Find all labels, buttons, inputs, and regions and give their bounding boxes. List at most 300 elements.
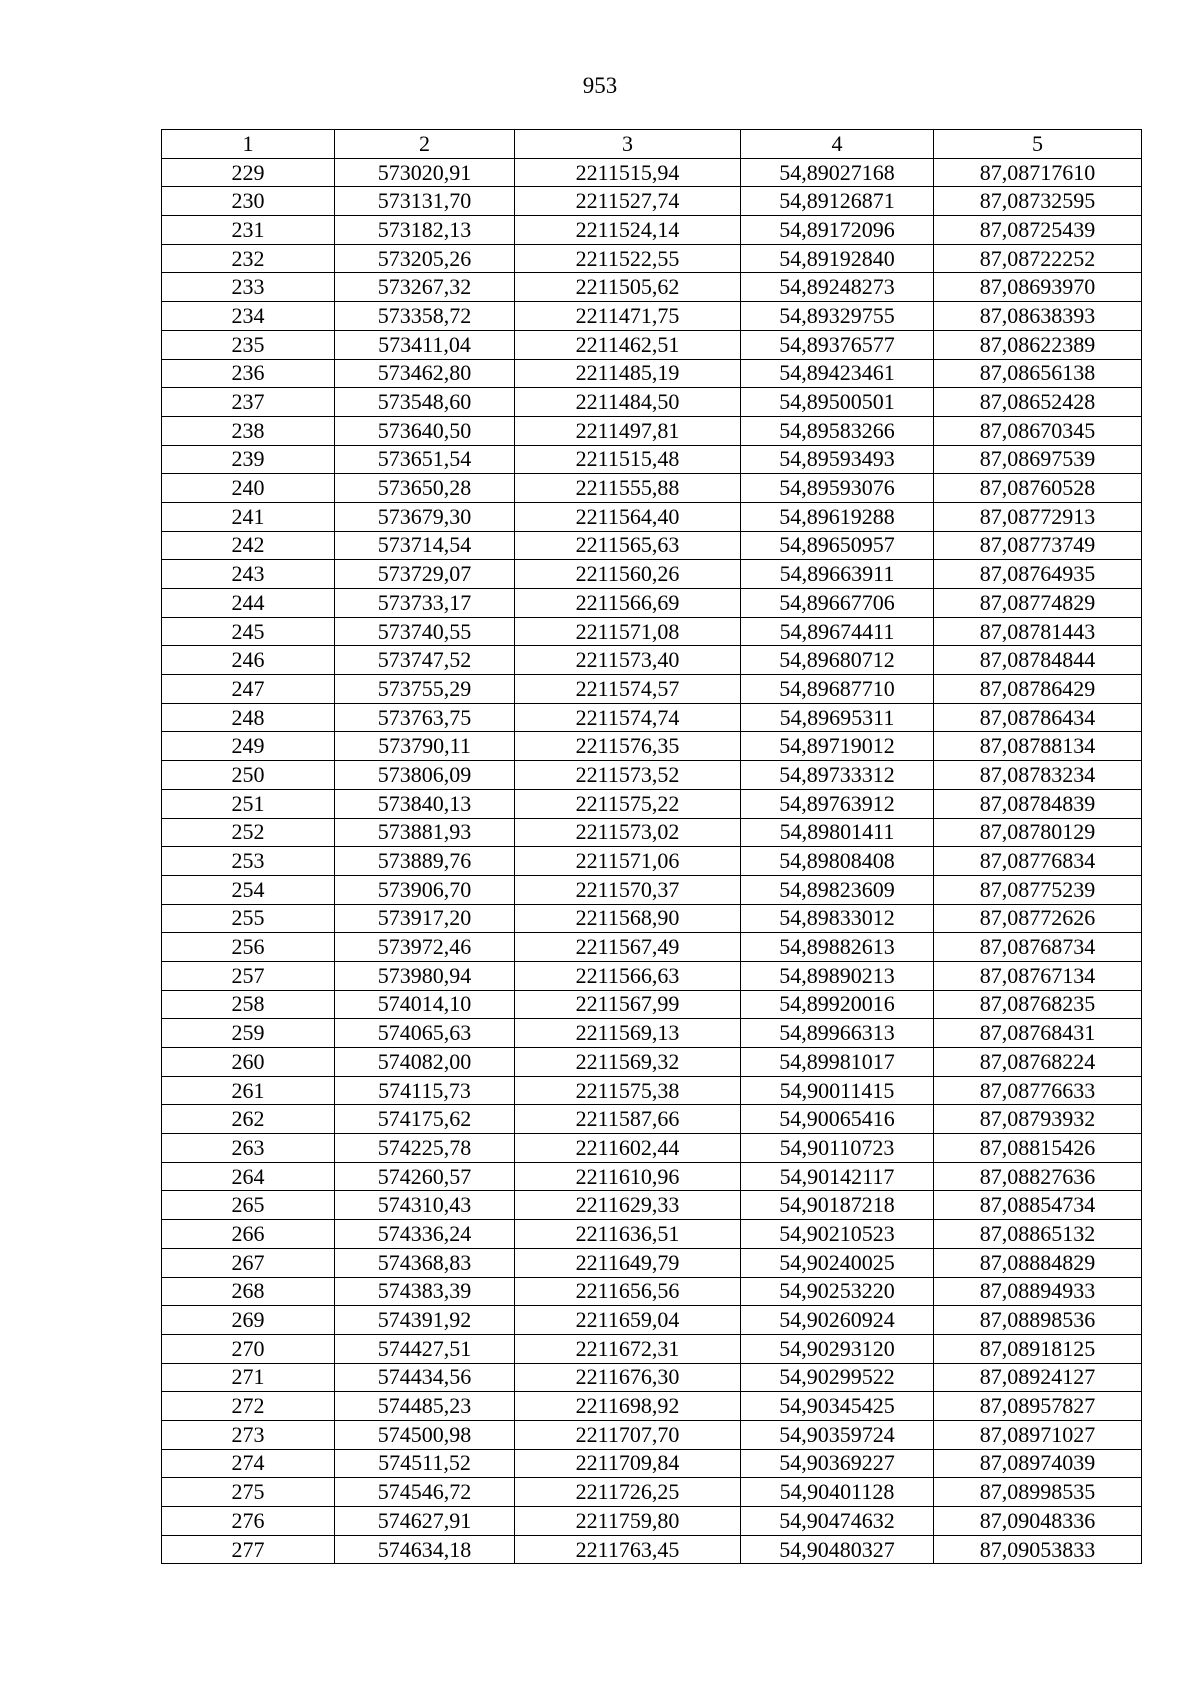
cell-longitude: 87,08697539: [934, 445, 1142, 474]
cell-latitude: 54,90011415: [741, 1076, 934, 1105]
table-row: [162, 502, 1142, 531]
cell-latitude: 54,89833012: [741, 904, 934, 933]
cell-latitude: 54,89733312: [741, 761, 934, 790]
table-row: [162, 1162, 1142, 1191]
table-row: [162, 904, 1142, 933]
cell-longitude: 87,09053833: [934, 1535, 1142, 1564]
cell-x-coordinate: 573267,32: [335, 273, 515, 302]
cell-latitude: 54,89808408: [741, 847, 934, 876]
table-row: [162, 1306, 1142, 1335]
cell-point-number: 247: [162, 675, 335, 704]
cell-latitude: 54,90293120: [741, 1334, 934, 1363]
table-row: [162, 847, 1142, 876]
cell-latitude: 54,90359724: [741, 1420, 934, 1449]
cell-point-number: 267: [162, 1248, 335, 1277]
cell-y-coordinate: 2211566,63: [515, 961, 741, 990]
table-row: [162, 1277, 1142, 1306]
column-header-4: 4: [741, 130, 934, 159]
cell-x-coordinate: 574336,24: [335, 1220, 515, 1249]
table-row: [162, 1334, 1142, 1363]
cell-latitude: 54,89500501: [741, 388, 934, 417]
cell-latitude: 54,89192840: [741, 244, 934, 273]
table-row: [162, 617, 1142, 646]
cell-x-coordinate: 574546,72: [335, 1478, 515, 1507]
table-row: [162, 1019, 1142, 1048]
cell-y-coordinate: 2211568,90: [515, 904, 741, 933]
cell-x-coordinate: 574627,91: [335, 1507, 515, 1536]
cell-longitude: 87,08854734: [934, 1191, 1142, 1220]
cell-longitude: 87,08693970: [934, 273, 1142, 302]
cell-y-coordinate: 2211759,80: [515, 1507, 741, 1536]
cell-point-number: 265: [162, 1191, 335, 1220]
cell-point-number: 261: [162, 1076, 335, 1105]
cell-x-coordinate: 573714,54: [335, 531, 515, 560]
cell-longitude: 87,08764935: [934, 560, 1142, 589]
cell-point-number: 269: [162, 1306, 335, 1335]
cell-latitude: 54,89695311: [741, 703, 934, 732]
cell-longitude: 87,08827636: [934, 1162, 1142, 1191]
cell-longitude: 87,08971027: [934, 1420, 1142, 1449]
cell-point-number: 248: [162, 703, 335, 732]
cell-point-number: 239: [162, 445, 335, 474]
cell-x-coordinate: 573763,75: [335, 703, 515, 732]
cell-latitude: 54,89763912: [741, 789, 934, 818]
cell-longitude: 87,08815426: [934, 1134, 1142, 1163]
cell-point-number: 263: [162, 1134, 335, 1163]
cell-x-coordinate: 574511,52: [335, 1449, 515, 1478]
cell-latitude: 54,89027168: [741, 158, 934, 187]
cell-y-coordinate: 2211672,31: [515, 1334, 741, 1363]
cell-y-coordinate: 2211636,51: [515, 1220, 741, 1249]
cell-y-coordinate: 2211485,19: [515, 359, 741, 388]
cell-longitude: 87,08725439: [934, 216, 1142, 245]
cell-latitude: 54,89650957: [741, 531, 934, 560]
cell-point-number: 236: [162, 359, 335, 388]
cell-y-coordinate: 2211567,99: [515, 990, 741, 1019]
cell-longitude: 87,08783234: [934, 761, 1142, 790]
cell-y-coordinate: 2211569,32: [515, 1048, 741, 1077]
cell-longitude: 87,08774829: [934, 589, 1142, 618]
cell-x-coordinate: 573650,28: [335, 474, 515, 503]
cell-point-number: 237: [162, 388, 335, 417]
cell-longitude: 87,08894933: [934, 1277, 1142, 1306]
cell-latitude: 54,89593076: [741, 474, 934, 503]
table-row: [162, 703, 1142, 732]
cell-longitude: 87,08656138: [934, 359, 1142, 388]
cell-point-number: 277: [162, 1535, 335, 1564]
cell-point-number: 233: [162, 273, 335, 302]
cell-y-coordinate: 2211587,66: [515, 1105, 741, 1134]
cell-x-coordinate: 574368,83: [335, 1248, 515, 1277]
cell-y-coordinate: 2211527,74: [515, 187, 741, 216]
cell-x-coordinate: 574082,00: [335, 1048, 515, 1077]
table-row: [162, 675, 1142, 704]
cell-y-coordinate: 2211565,63: [515, 531, 741, 560]
cell-y-coordinate: 2211462,51: [515, 330, 741, 359]
cell-x-coordinate: 573651,54: [335, 445, 515, 474]
table-row: [162, 1048, 1142, 1077]
cell-y-coordinate: 2211471,75: [515, 302, 741, 331]
table-row: [162, 445, 1142, 474]
cell-point-number: 229: [162, 158, 335, 187]
cell-longitude: 87,08780129: [934, 818, 1142, 847]
cell-y-coordinate: 2211574,74: [515, 703, 741, 732]
cell-latitude: 54,89966313: [741, 1019, 934, 1048]
cell-longitude: 87,08784839: [934, 789, 1142, 818]
cell-y-coordinate: 2211497,81: [515, 416, 741, 445]
cell-longitude: 87,08768431: [934, 1019, 1142, 1048]
cell-x-coordinate: 574500,98: [335, 1420, 515, 1449]
table-row: [162, 158, 1142, 187]
cell-x-coordinate: 574427,51: [335, 1334, 515, 1363]
cell-point-number: 254: [162, 875, 335, 904]
cell-point-number: 257: [162, 961, 335, 990]
cell-point-number: 245: [162, 617, 335, 646]
cell-longitude: 87,08957827: [934, 1392, 1142, 1421]
table-row: [162, 933, 1142, 962]
table-row: [162, 1248, 1142, 1277]
cell-y-coordinate: 2211676,30: [515, 1363, 741, 1392]
page-number: 953: [582, 73, 618, 98]
cell-x-coordinate: 573747,52: [335, 646, 515, 675]
cell-latitude: 54,89823609: [741, 875, 934, 904]
cell-y-coordinate: 2211571,06: [515, 847, 741, 876]
table-row: [162, 1134, 1142, 1163]
table-row: [162, 818, 1142, 847]
table-row: [162, 1191, 1142, 1220]
table-row: [162, 531, 1142, 560]
cell-point-number: 242: [162, 531, 335, 560]
cell-x-coordinate: 573358,72: [335, 302, 515, 331]
table-row: [162, 589, 1142, 618]
cell-longitude: 87,08768224: [934, 1048, 1142, 1077]
cell-longitude: 87,08776834: [934, 847, 1142, 876]
table-row: [162, 359, 1142, 388]
cell-point-number: 230: [162, 187, 335, 216]
cell-y-coordinate: 2211726,25: [515, 1478, 741, 1507]
cell-point-number: 238: [162, 416, 335, 445]
cell-longitude: 87,08767134: [934, 961, 1142, 990]
cell-y-coordinate: 2211505,62: [515, 273, 741, 302]
cell-point-number: 235: [162, 330, 335, 359]
cell-longitude: 87,08884829: [934, 1248, 1142, 1277]
cell-latitude: 54,90260924: [741, 1306, 934, 1335]
cell-longitude: 87,08898536: [934, 1306, 1142, 1335]
table-row: [162, 388, 1142, 417]
cell-point-number: 275: [162, 1478, 335, 1507]
cell-point-number: 249: [162, 732, 335, 761]
cell-y-coordinate: 2211522,55: [515, 244, 741, 273]
cell-point-number: 241: [162, 502, 335, 531]
cell-longitude: 87,08768235: [934, 990, 1142, 1019]
cell-y-coordinate: 2211656,56: [515, 1277, 741, 1306]
cell-y-coordinate: 2211610,96: [515, 1162, 741, 1191]
cell-point-number: 258: [162, 990, 335, 1019]
cell-y-coordinate: 2211570,37: [515, 875, 741, 904]
cell-point-number: 234: [162, 302, 335, 331]
cell-longitude: 87,08670345: [934, 416, 1142, 445]
cell-point-number: 252: [162, 818, 335, 847]
cell-point-number: 231: [162, 216, 335, 245]
cell-x-coordinate: 574434,56: [335, 1363, 515, 1392]
cell-x-coordinate: 574260,57: [335, 1162, 515, 1191]
cell-latitude: 54,89126871: [741, 187, 934, 216]
cell-latitude: 54,90142117: [741, 1162, 934, 1191]
cell-x-coordinate: 574391,92: [335, 1306, 515, 1335]
table-row: [162, 187, 1142, 216]
cell-point-number: 262: [162, 1105, 335, 1134]
cell-longitude: 87,08732595: [934, 187, 1142, 216]
cell-x-coordinate: 573733,17: [335, 589, 515, 618]
cell-longitude: 87,08773749: [934, 531, 1142, 560]
cell-latitude: 54,89920016: [741, 990, 934, 1019]
cell-x-coordinate: 574310,43: [335, 1191, 515, 1220]
cell-x-coordinate: 573740,55: [335, 617, 515, 646]
table-row: [162, 244, 1142, 273]
cell-y-coordinate: 2211707,70: [515, 1420, 741, 1449]
cell-latitude: 54,89890213: [741, 961, 934, 990]
table-row: [162, 646, 1142, 675]
table-row: [162, 961, 1142, 990]
cell-latitude: 54,89593493: [741, 445, 934, 474]
cell-x-coordinate: 573548,60: [335, 388, 515, 417]
header-row: [162, 130, 1142, 159]
cell-longitude: 87,08974039: [934, 1449, 1142, 1478]
cell-latitude: 54,90253220: [741, 1277, 934, 1306]
cell-latitude: 54,89423461: [741, 359, 934, 388]
cell-x-coordinate: 573182,13: [335, 216, 515, 245]
cell-x-coordinate: 573840,13: [335, 789, 515, 818]
cell-point-number: 253: [162, 847, 335, 876]
cell-x-coordinate: 573679,30: [335, 502, 515, 531]
cell-y-coordinate: 2211515,48: [515, 445, 741, 474]
cell-latitude: 54,90065416: [741, 1105, 934, 1134]
cell-point-number: 246: [162, 646, 335, 675]
table-row: [162, 1420, 1142, 1449]
cell-point-number: 270: [162, 1334, 335, 1363]
cell-latitude: 54,89981017: [741, 1048, 934, 1077]
cell-point-number: 259: [162, 1019, 335, 1048]
cell-x-coordinate: 574065,63: [335, 1019, 515, 1048]
cell-y-coordinate: 2211567,49: [515, 933, 741, 962]
cell-point-number: 251: [162, 789, 335, 818]
cell-latitude: 54,90240025: [741, 1248, 934, 1277]
cell-y-coordinate: 2211763,45: [515, 1535, 741, 1564]
table-row: [162, 732, 1142, 761]
cell-y-coordinate: 2211555,88: [515, 474, 741, 503]
cell-point-number: 264: [162, 1162, 335, 1191]
cell-longitude: 87,08786434: [934, 703, 1142, 732]
cell-longitude: 87,08998535: [934, 1478, 1142, 1507]
cell-latitude: 54,89719012: [741, 732, 934, 761]
cell-x-coordinate: 573411,04: [335, 330, 515, 359]
cell-y-coordinate: 2211484,50: [515, 388, 741, 417]
cell-point-number: 276: [162, 1507, 335, 1536]
cell-y-coordinate: 2211574,57: [515, 675, 741, 704]
cell-point-number: 244: [162, 589, 335, 618]
cell-x-coordinate: 573729,07: [335, 560, 515, 589]
cell-latitude: 54,90369227: [741, 1449, 934, 1478]
cell-point-number: 268: [162, 1277, 335, 1306]
cell-latitude: 54,89619288: [741, 502, 934, 531]
table-body: [162, 158, 1142, 1564]
cell-x-coordinate: 573917,20: [335, 904, 515, 933]
cell-latitude: 54,89674411: [741, 617, 934, 646]
cell-latitude: 54,89376577: [741, 330, 934, 359]
cell-point-number: 240: [162, 474, 335, 503]
cell-latitude: 54,90299522: [741, 1363, 934, 1392]
cell-latitude: 54,89882613: [741, 933, 934, 962]
cell-latitude: 54,90110723: [741, 1134, 934, 1163]
cell-x-coordinate: 573020,91: [335, 158, 515, 187]
column-header-1: 1: [162, 130, 335, 159]
table-row: [162, 761, 1142, 790]
cell-y-coordinate: 2211569,13: [515, 1019, 741, 1048]
cell-longitude: 87,08784844: [934, 646, 1142, 675]
cell-longitude: 87,09048336: [934, 1507, 1142, 1536]
table-row: [162, 789, 1142, 818]
cell-x-coordinate: 573755,29: [335, 675, 515, 704]
cell-x-coordinate: 573889,76: [335, 847, 515, 876]
table-row: [162, 1449, 1142, 1478]
cell-point-number: 256: [162, 933, 335, 962]
cell-y-coordinate: 2211649,79: [515, 1248, 741, 1277]
cell-point-number: 266: [162, 1220, 335, 1249]
cell-latitude: 54,90474632: [741, 1507, 934, 1536]
cell-longitude: 87,08622389: [934, 330, 1142, 359]
cell-latitude: 54,89172096: [741, 216, 934, 245]
cell-y-coordinate: 2211602,44: [515, 1134, 741, 1163]
cell-longitude: 87,08924127: [934, 1363, 1142, 1392]
cell-longitude: 87,08772913: [934, 502, 1142, 531]
cell-latitude: 54,89248273: [741, 273, 934, 302]
cell-x-coordinate: 573881,93: [335, 818, 515, 847]
cell-point-number: 243: [162, 560, 335, 589]
cell-longitude: 87,08722252: [934, 244, 1142, 273]
cell-longitude: 87,08865132: [934, 1220, 1142, 1249]
cell-y-coordinate: 2211659,04: [515, 1306, 741, 1335]
cell-latitude: 54,89663911: [741, 560, 934, 589]
cell-latitude: 54,89667706: [741, 589, 934, 618]
cell-longitude: 87,08768734: [934, 933, 1142, 962]
cell-x-coordinate: 574014,10: [335, 990, 515, 1019]
cell-y-coordinate: 2211573,02: [515, 818, 741, 847]
table-row: [162, 875, 1142, 904]
cell-longitude: 87,08918125: [934, 1334, 1142, 1363]
cell-y-coordinate: 2211524,14: [515, 216, 741, 245]
cell-x-coordinate: 573972,46: [335, 933, 515, 962]
cell-y-coordinate: 2211573,52: [515, 761, 741, 790]
table-row: [162, 416, 1142, 445]
cell-y-coordinate: 2211573,40: [515, 646, 741, 675]
cell-x-coordinate: 574225,78: [335, 1134, 515, 1163]
table-row: [162, 330, 1142, 359]
cell-latitude: 54,90187218: [741, 1191, 934, 1220]
table-row: [162, 1076, 1142, 1105]
table-row: [162, 1220, 1142, 1249]
cell-latitude: 54,89687710: [741, 675, 934, 704]
cell-latitude: 54,90480327: [741, 1535, 934, 1564]
table-row: [162, 1478, 1142, 1507]
table-header: [162, 130, 1142, 159]
cell-x-coordinate: 573790,11: [335, 732, 515, 761]
coordinates-table: [161, 129, 1142, 1564]
cell-x-coordinate: 573640,50: [335, 416, 515, 445]
cell-point-number: 273: [162, 1420, 335, 1449]
table-row: [162, 302, 1142, 331]
cell-point-number: 260: [162, 1048, 335, 1077]
cell-y-coordinate: 2211560,26: [515, 560, 741, 589]
cell-latitude: 54,90401128: [741, 1478, 934, 1507]
cell-y-coordinate: 2211571,08: [515, 617, 741, 646]
cell-longitude: 87,08775239: [934, 875, 1142, 904]
cell-longitude: 87,08788134: [934, 732, 1142, 761]
cell-longitude: 87,08638393: [934, 302, 1142, 331]
table-row: [162, 990, 1142, 1019]
cell-x-coordinate: 574485,23: [335, 1392, 515, 1421]
cell-latitude: 54,89329755: [741, 302, 934, 331]
cell-point-number: 232: [162, 244, 335, 273]
table-row: [162, 1363, 1142, 1392]
cell-point-number: 255: [162, 904, 335, 933]
cell-latitude: 54,90210523: [741, 1220, 934, 1249]
table-row: [162, 1105, 1142, 1134]
table-row: [162, 560, 1142, 589]
cell-latitude: 54,89801411: [741, 818, 934, 847]
cell-point-number: 250: [162, 761, 335, 790]
cell-longitude: 87,08772626: [934, 904, 1142, 933]
table-row: [162, 1535, 1142, 1564]
cell-longitude: 87,08781443: [934, 617, 1142, 646]
table-row: [162, 1507, 1142, 1536]
cell-y-coordinate: 2211709,84: [515, 1449, 741, 1478]
column-header-3: 3: [515, 130, 741, 159]
cell-y-coordinate: 2211564,40: [515, 502, 741, 531]
cell-longitude: 87,08786429: [934, 675, 1142, 704]
table-row: [162, 474, 1142, 503]
cell-y-coordinate: 2211566,69: [515, 589, 741, 618]
cell-y-coordinate: 2211629,33: [515, 1191, 741, 1220]
cell-y-coordinate: 2211575,38: [515, 1076, 741, 1105]
cell-x-coordinate: 574175,62: [335, 1105, 515, 1134]
cell-longitude: 87,08652428: [934, 388, 1142, 417]
cell-longitude: 87,08793932: [934, 1105, 1142, 1134]
cell-x-coordinate: 573906,70: [335, 875, 515, 904]
cell-x-coordinate: 573980,94: [335, 961, 515, 990]
cell-longitude: 87,08717610: [934, 158, 1142, 187]
cell-latitude: 54,90345425: [741, 1392, 934, 1421]
cell-longitude: 87,08760528: [934, 474, 1142, 503]
cell-x-coordinate: 574383,39: [335, 1277, 515, 1306]
table-row: [162, 1392, 1142, 1421]
cell-x-coordinate: 573462,80: [335, 359, 515, 388]
cell-longitude: 87,08776633: [934, 1076, 1142, 1105]
cell-point-number: 274: [162, 1449, 335, 1478]
cell-y-coordinate: 2211575,22: [515, 789, 741, 818]
cell-point-number: 271: [162, 1363, 335, 1392]
table-row: [162, 273, 1142, 302]
cell-x-coordinate: 573131,70: [335, 187, 515, 216]
column-header-2: 2: [335, 130, 515, 159]
cell-latitude: 54,89680712: [741, 646, 934, 675]
cell-x-coordinate: 573806,09: [335, 761, 515, 790]
column-header-5: 5: [934, 130, 1142, 159]
cell-x-coordinate: 573205,26: [335, 244, 515, 273]
cell-y-coordinate: 2211576,35: [515, 732, 741, 761]
cell-y-coordinate: 2211515,94: [515, 158, 741, 187]
table-row: [162, 216, 1142, 245]
cell-x-coordinate: 574115,73: [335, 1076, 515, 1105]
